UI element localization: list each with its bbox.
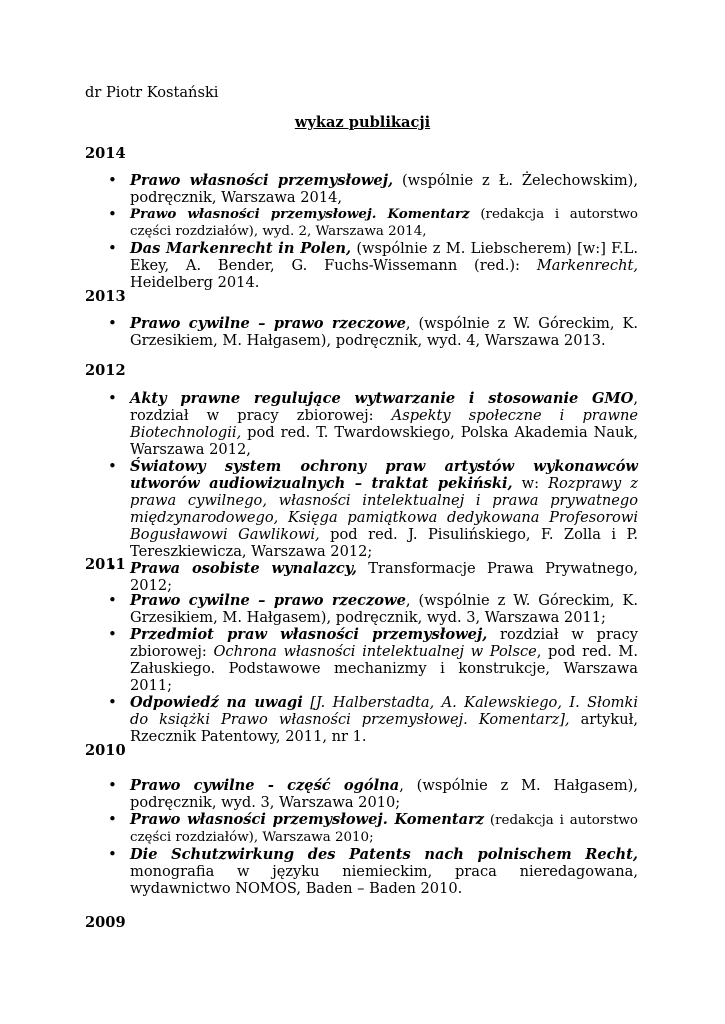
publication-item: • Prawo cywilne – prawo rzeczowe, (wspólnie z W. Góreckim, K. Grzesikiem, M. Hałgasem), podręcznik, wyd. 4, Warszawa 2013. (130, 315, 638, 349)
publication-list (130, 315, 638, 349)
publication-list (130, 172, 638, 291)
year-heading: 2009 (85, 914, 126, 931)
publication-item: • Prawo własności przemysłowej. Komentarz (redakcja i autorstwo części rozdziałów), wyd. 2, Warszawa 2014, (130, 206, 638, 240)
publication-list (130, 390, 638, 594)
publication-item: • Akty prawne regulujące wytwarzanie i stosowanie GMO, rozdział w pracy zbiorowej: Aspekty społeczne i prawne Biotechnologii, pod red. T. Twardowskiego, Polska Akademia Nauk, Warszawa 2012, (130, 390, 638, 458)
publication-list (130, 777, 638, 897)
publication-item: • Prawo cywilne – prawo rzeczowe, (wspólnie z W. Góreckim, K. Grzesikiem, M. Hałgasem), podręcznik, wyd. 3, Warszawa 2011; (130, 592, 638, 626)
publication-item: • Światowy system ochrony praw artystów wykonawców utworów audiowizualnych – traktat pekiński, w: Rozprawy z prawa cywilnego, własności intelektualnej i prawa prywatnego międzynarodowego, Księga pamiątkowa dedykowana Profesorowi Bogusławowi Gawlikowi, pod red. J. Pisulińskiego, F. Zolla i P. Tereszkiewicza, Warszawa 2012; (130, 458, 638, 560)
year-heading: 2012 (85, 362, 126, 379)
year-heading: 2013 (85, 288, 126, 305)
publication-item: • Prawa osobiste wynalazcy, Transformacje Prawa Prywatnego, 2012; (130, 560, 638, 594)
year-heading: 2014 (85, 145, 126, 162)
publication-item: • Die Schutzwirkung des Patents nach polnischem Recht, monografia w języku niemieckim, praca nieredagowana, wydawnictwo NOMOS, Baden – Baden 2010. (130, 846, 638, 897)
year-heading: 2011 (85, 556, 126, 573)
publication-item: • Das Markenrecht in Polen, (wspólnie z M. Liebscherem) [w:] F.L. Ekey, A. Bender, G. Fuchs-Wissemann (red.): Markenrecht, Heidelberg 2014. (130, 240, 638, 291)
publication-item: • Prawo własności przemysłowej, (wspólnie z Ł. Żelechowskim), podręcznik, Warszawa 2014, (130, 172, 638, 206)
publication-item: • Prawo cywilne - część ogólna, (wspólnie z M. Hałgasem), podręcznik, wyd. 3, Warszawa 2010; (130, 777, 638, 811)
publication-item: • Przedmiot praw własności przemysłowej, rozdział w pracy zbiorowej: Ochrona własności intelektualnej w Polsce, pod red. M. Załuskiego. Podstawowe mechanizmy i konstrukcje, Warszawa 2011; (130, 626, 638, 694)
year-heading: 2010 (85, 742, 126, 759)
publication-item: • Odpowiedź na uwagi [J. Halberstadta, A. Kalewskiego, I. Słomki do książki Prawo własności przemysłowej. Komentarz], artykuł, Rzecznik Patentowy, 2011, nr 1. (130, 694, 638, 745)
document-title: wykaz publikacji (294, 114, 431, 131)
publication-list (130, 592, 638, 745)
publication-item: • Prawo własności przemysłowej. Komentarz (redakcja i autorstwo części rozdziałów), Warszawa 2010; (130, 811, 638, 846)
author-name: dr Piotr Kostański (85, 84, 219, 101)
